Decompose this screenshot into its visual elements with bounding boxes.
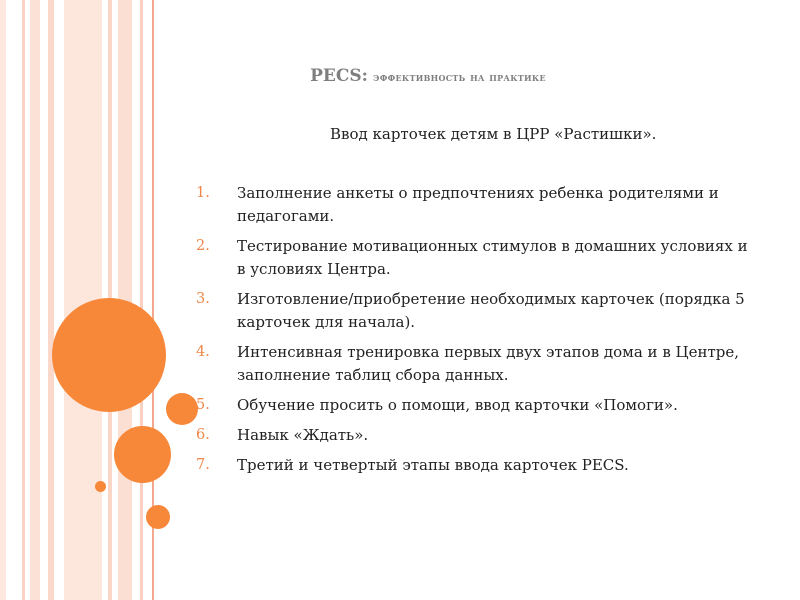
list-item: [196, 424, 756, 447]
list-item: [196, 288, 756, 334]
list-number: 6.: [196, 427, 210, 443]
list-text: Тестирование мотивационных стимулов в домашних условиях и в условиях Центра.: [237, 237, 748, 278]
list-text: Обучение просить о помощи, ввод карточки «Помоги».: [237, 396, 678, 414]
list-text: Третий и четвертый этапы ввода карточек PECS.: [237, 456, 629, 474]
list-item: [196, 182, 756, 228]
decor-stripe: [30, 0, 40, 600]
list-item: [196, 341, 756, 387]
list-number: 2.: [196, 238, 210, 254]
decor-stripe: [48, 0, 54, 600]
decor-circle-large: [52, 298, 166, 412]
decor-circle-small: [95, 481, 106, 492]
list-item: [196, 394, 756, 417]
list-number: 4.: [196, 344, 210, 360]
list-item: [196, 235, 756, 281]
decor-circle: [146, 505, 170, 529]
title-subtitle: эффективность на практике: [373, 70, 546, 84]
decor-circle: [166, 393, 198, 425]
title-main: PECS:: [310, 66, 368, 86]
list-number: 3.: [196, 291, 210, 307]
list-text: Заполнение анкеты о предпочтениях ребенка родителями и педагогами.: [237, 184, 719, 225]
list-text: Навык «Ждать».: [237, 426, 369, 444]
decor-stripe: [140, 0, 143, 600]
decor-circle: [114, 426, 171, 483]
list-text: Изготовление/приобретение необходимых карточек (порядка 5 карточек для начала).: [237, 290, 745, 331]
decor-stripe: [22, 0, 25, 600]
list-number: 5.: [196, 397, 210, 413]
list-number: 1.: [196, 185, 210, 201]
decor-stripe: [0, 0, 6, 600]
list-item: [196, 454, 756, 477]
list-number: 7.: [196, 457, 210, 473]
numbered-list: [196, 182, 756, 484]
slide-subtitle: Ввод карточек детям в ЦРР «Растишки».: [330, 125, 657, 143]
list-text: Интенсивная тренировка первых двух этапов дома и в Центре, заполнение таблиц сбора данных.: [237, 343, 740, 384]
slide-title: [178, 66, 678, 86]
